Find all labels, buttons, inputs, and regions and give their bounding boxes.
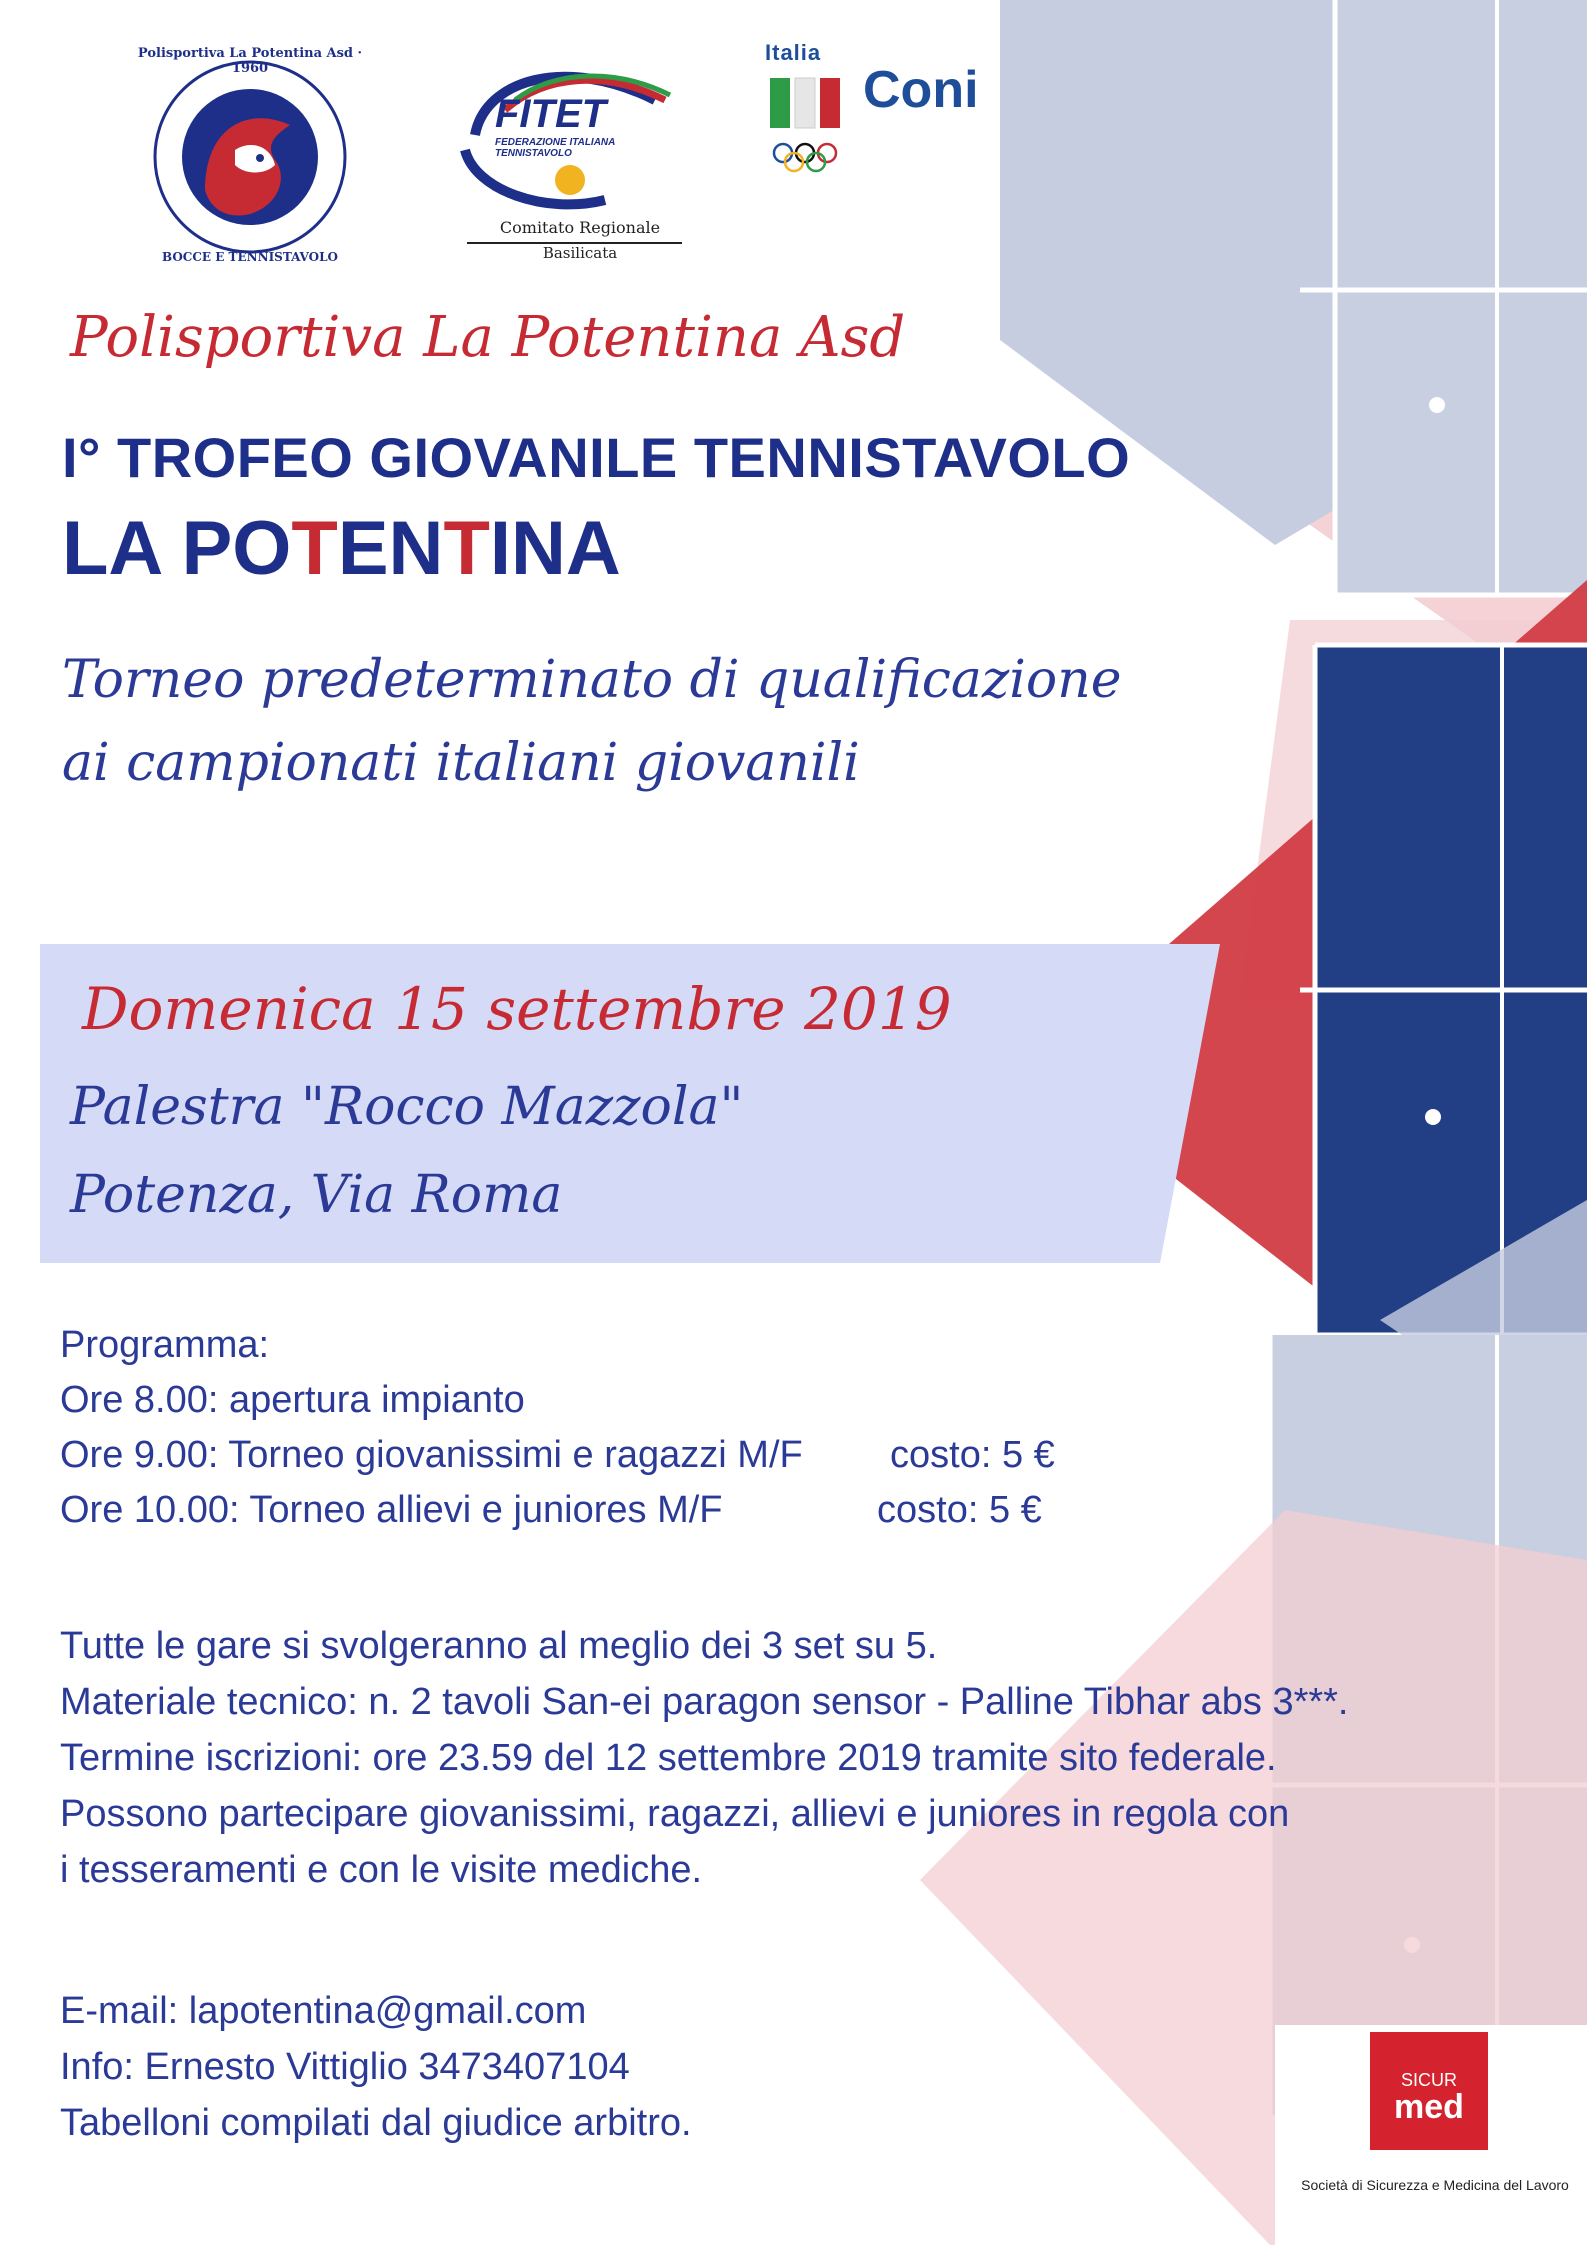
rule-line: i tesseramenti e con le visite mediche.: [60, 1849, 703, 1891]
rule-line: Possono partecipare giovanissimi, ragazzi, allievi e juniores in regola con: [60, 1793, 1290, 1835]
program-item: [60, 1373, 803, 1428]
contact-email: E-mail: lapotentina@gmail.com: [60, 1990, 587, 2032]
sponsor-logo: [1370, 2032, 1488, 2150]
rule-line: Tutte le gare si svolgeranno al meglio dei 3 set su 5.: [60, 1625, 938, 1667]
fitet-region: Basilicata: [542, 244, 618, 262]
contact-info: Info: Ernesto Vittiglio 3473407104: [60, 2046, 630, 2088]
program-item-text: Ore 8.00: apertura impianto: [60, 1379, 525, 1421]
program-section: [60, 1318, 1055, 1538]
program-item-cost: costo: 5 €: [890, 1434, 1055, 1476]
subtitle-line2: ai campionati italiani giovanili: [62, 733, 860, 793]
event-date: Domenica 15 settembre 2019: [82, 975, 952, 1043]
subtitle-line1: Torneo predeterminato di qualificazione: [62, 650, 1122, 710]
coni-name: Coni: [863, 61, 979, 119]
rule-line: Materiale tecnico: n. 2 tavoli San-ei paragon sensor - Palline Tibhar abs 3***.: [60, 1681, 1349, 1723]
program-item-cost: costo: 5 €: [877, 1489, 1042, 1531]
club-name: Polisportiva La Potentina Asd: [70, 305, 906, 370]
fitet-name: FITET: [495, 92, 607, 136]
logo-potentina: [125, 46, 375, 265]
logo-coni: [765, 40, 1005, 190]
contacts-section: [60, 1983, 692, 2151]
program-item: [60, 1483, 1042, 1538]
program-item-text: Ore 9.00: Torneo giovanissimi e ragazzi M/F: [60, 1434, 803, 1476]
fitet-committee: Comitato Regionale: [499, 218, 661, 237]
title-part-la-po: LA PO: [62, 506, 292, 591]
fitet-subtitle: FEDERAZIONE ITALIANA TENNISTAVOLO: [495, 137, 615, 159]
program-item: [60, 1428, 1055, 1483]
contact-note: Tabelloni compilati dal giudice arbitro.: [60, 2102, 692, 2144]
logo-fitet: [455, 40, 705, 265]
title-part-ina: INA: [489, 506, 621, 591]
event-address: Potenza, Via Roma: [70, 1165, 563, 1225]
sponsor-brand-top: SICUR: [1400, 2070, 1457, 2090]
coni-italia: Italia: [765, 40, 822, 65]
title-line2: [62, 505, 621, 592]
sponsor-tagline: Società di Sicurezza e Medicina del Lavoro: [1301, 2177, 1569, 2193]
program-item-text: Ore 10.00: Torneo allievi e juniores M/F: [60, 1489, 723, 1531]
title-part-en: EN: [337, 506, 444, 591]
program-heading: Programma:: [60, 1324, 270, 1366]
rule-line: Termine iscrizioni: ore 23.59 del 12 settembre 2019 tramite sito federale.: [60, 1737, 1277, 1779]
title-part-t2: T: [443, 506, 490, 591]
potentina-ring-text-top: Polisportiva La Potentina Asd · 1960: [137, 46, 363, 76]
title-part-t1: T: [291, 506, 338, 591]
table-top: [1300, 0, 1587, 595]
potentina-ring-text-bottom: BOCCE E TENNISTAVOLO: [161, 250, 338, 264]
rules-section: [60, 1618, 1349, 1898]
sponsor-brand-bottom: med: [1394, 2088, 1464, 2126]
event-venue: Palestra "Rocco Mazzola": [70, 1077, 744, 1137]
title-line1: I° TROFEO GIOVANILE TENNISTAVOLO: [62, 426, 1131, 489]
